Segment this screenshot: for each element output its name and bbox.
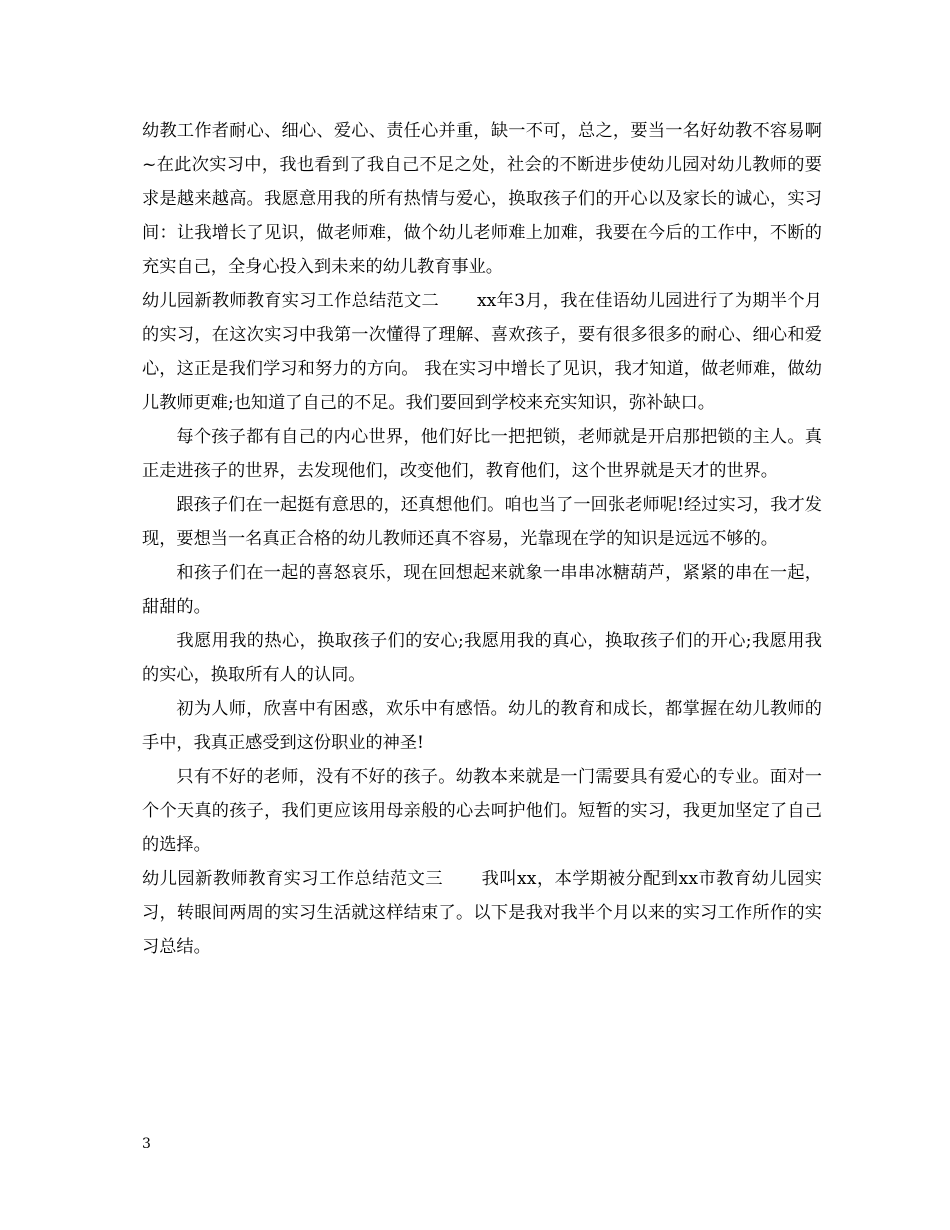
paragraph-text: xx年3月，我在佳语幼儿园进行了为期半个月的实习，在这次实习中我第一次懂得了理解、喜欢孩子，要有很多很多的耐心、细心和爱心，这正是我们学习和努力的方向。 我在实习中增长了见识，我才知道，做老师难，做幼儿教师更难;也知道了自己的不足。我们要回到学校来充实知识，弥补缺口。 (142, 291, 822, 413)
page-number: 3 (142, 1136, 151, 1152)
paragraph-text: 我叫xx，本学期被分配到xx市教育幼儿园实习，转眼间两周的实习生活就这样结束了。以下是我对我半个月以来的实习工作所作的实习总结。 (142, 869, 822, 957)
paragraph: 跟孩子们在一起挺有意思的，还真想他们。咱也当了一回张老师呢!经过实习，我才发现，要想当一名真正合格的幼儿教师还真不容易，光靠现在学的知识是远远不够的。 (142, 495, 822, 549)
paragraph: 我愿用我的热心，换取孩子们的安心;我愿用我的真心，换取孩子们的开心;我愿用我的实心，换取所有人的认同。 (142, 631, 822, 685)
paragraph-with-heading (142, 284, 822, 420)
paragraph: 每个孩子都有自己的内心世界，他们好比一把把锁，老师就是开启那把锁的主人。真正走进孩子的世界，去发现他们，改变他们，教育他们，这个世界就是天才的世界。 (142, 427, 822, 481)
document-body (142, 114, 822, 964)
section-heading: 幼儿园新教师教育实习工作总结范文三 (142, 869, 444, 889)
paragraph-with-heading (142, 862, 822, 964)
section-heading: 幼儿园新教师教育实习工作总结范文二 (142, 291, 439, 311)
paragraph: 和孩子们在一起的喜怒哀乐，现在回想起来就象一串串冰糖葫芦，紧紧的串在一起，甜甜的。 (142, 563, 822, 617)
paragraph: 初为人师，欣喜中有困惑，欢乐中有感悟。幼儿的教育和成长，都掌握在幼儿教师的手中，我真正感受到这份职业的神圣! (142, 699, 822, 753)
paragraph: 幼教工作者耐心、细心、爱心、责任心并重，缺一不可，总之，要当一名好幼教不容易啊~在此次实习中，我也看到了我自己不足之处，社会的不断进步使幼儿园对幼儿教师的要求是越来越高。我愿意用我的所有热情与爱心，换取孩子们的开心以及家长的诚心，实习间：让我增长了见识，做老师难，做个幼儿老师难上加难，我要在今后的工作中，不断的充实自己，全身心投入到未来的幼儿教育事业。 (142, 121, 822, 277)
paragraph: 只有不好的老师，没有不好的孩子。幼教本来就是一门需要具有爱心的专业。面对一个个天真的孩子，我们更应该用母亲般的心去呵护他们。短暂的实习，我更加坚定了自己的选择。 (142, 767, 822, 855)
